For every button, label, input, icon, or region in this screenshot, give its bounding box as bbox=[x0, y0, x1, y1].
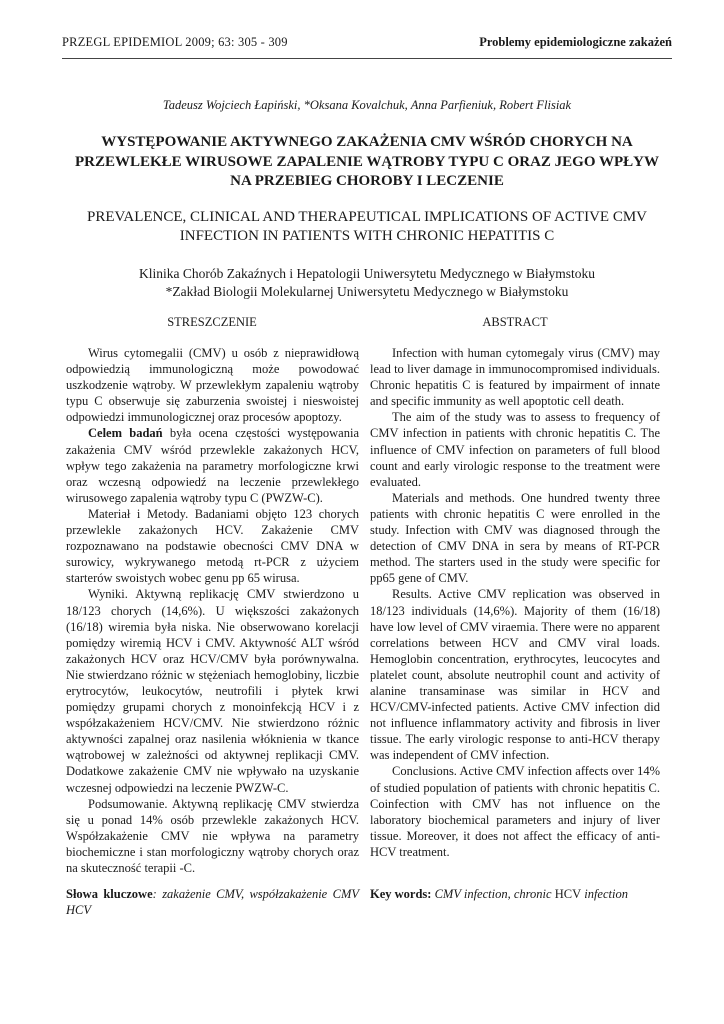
author-list: Tadeusz Wojciech Łapiński, *Oksana Kovalchuk, Anna Parfieniuk, Robert Flisiak bbox=[162, 98, 572, 112]
header-divider bbox=[62, 58, 672, 59]
pl-intro: Wirus cytomegalii (CMV) u osób z nieprawidłową odpowiedzią immunologiczną może powodować uszkodzenie wątroby. W przewlekłym zapaleniu wątroby typu C obserwuje się zaburzenia swoistej i nieswoistej odpowiedzi immunologicznej oraz procesów apoptozy. bbox=[66, 346, 359, 425]
en-keywords-a: CMV infection, chronic bbox=[431, 887, 555, 901]
section-title: Problemy epidemiologiczne zakażeń bbox=[479, 35, 672, 49]
en-results: Results. Active CMV replication was observed in 18/123 individuals (14,6%). Majority of them (16/18) have low level of CMV viraemia. There were no apparent correlations between HCV and CMV viral loads. Hemoglobin concentration, erythrocytes, leucocytes and platelet count, absolute neutrophil count and activity of alanine transaminase was similar in HCV and HCV/CMV-infected patients. Active CMV infection did not influence inflammatory activity and fibrosis in liver tissue. The early virologic response to anti-HCV therapy was independent of CMV infection. bbox=[370, 587, 660, 763]
streszczenie-heading: STRESZCZENIE bbox=[167, 315, 257, 329]
en-aim: The aim of the study was to assess to frequency of CMV infection in patients with chronic hepatitis C. The influence of CMV infection on parameters of full blood count and early virologic response to the treatment were evaluated. bbox=[370, 410, 660, 489]
title-english: PREVALENCE, CLINICAL AND THERAPEUTICAL IMPLICATIONS OF ACTIVE CMV INFECTION IN PATIENTS WITH CHRONIC HEPATITIS C bbox=[86, 209, 648, 244]
journal-citation: PRZEGL EPIDEMIOL 2009; 63: 305 - 309 bbox=[62, 35, 288, 49]
pl-keywords-label: Słowa kluczowe bbox=[66, 887, 153, 901]
affiliation-2: *Zakład Biologii Molekularnej Uniwersytetu Medycznego w Białymstoku bbox=[165, 284, 569, 299]
streszczenie-body bbox=[66, 345, 359, 876]
abstract-heading: ABSTRACT bbox=[482, 315, 548, 329]
en-methods: Materials and methods. One hundred twenty three patients with chronic hepatitis C were enrolled in the study. Infection with CMV was diagnosed through the detection of CMV DNA in sera by means of RT-PCR method. The starters used in the study were specific for pp65 gene of CMV. bbox=[370, 490, 660, 586]
pl-aim bbox=[66, 425, 359, 505]
pl-methods: Materiał i Metody. Badaniami objęto 123 chorych przewlekle zakażonych HCV. Zakażenie CMV rozpoznawano na podstawie obecności CMV DNA w surowicy, wykrywanego metodą rt-PCR z użyciem starterów swoistych wobec genu pp 65 wirusa. bbox=[66, 506, 359, 586]
keywords-polish bbox=[66, 886, 359, 918]
en-keywords-b: HCV bbox=[554, 887, 582, 901]
abstract-body bbox=[370, 345, 660, 860]
en-intro: Infection with human cytomegaly virus (CMV) may lead to liver damage in immunocompromised individuals. Chronic hepatitis C is featured by impairment of innate and specific immunity as well apoptotic cell death. bbox=[370, 346, 660, 409]
title-polish: WYSTĘPOWANIE AKTYWNEGO ZAKAŻENIA CMV WŚRÓD CHORYCH NA PRZEWLEKŁE WIRUSOWE ZAPALENIE WĄTROBY TYPU C ORAZ JEGO WPŁYW NA PRZEBIEG CHOROBY I LECZENIE bbox=[75, 134, 659, 189]
pl-aim-text: była ocena częstości występowania zakażenia CMV wśród przewlekle zakażonych HCV, wpływ tego zakażenia na parametry morfologiczne krwi oraz wczesną odpowiedź na leczenie przewlekłego wirusowego zapalenia wątroby typu C (PWZW-C). bbox=[66, 426, 359, 505]
pl-results: Wyniki. Aktywną replikację CMV stwierdzono u 18/123 chorych (14,6%). U większości zakażonych (16/18) wiremia była niska. Nie obserwowano korelacji pomiędzy wiremią HCV i CMV. Aktywność ALT wśród zakażonych HCV oraz HCV/CMV była porównywalna. Nie stwierdzano różnic w stężeniach hemoglobiny, liczbie erytrocytów, leukocytów, neutrofili i płytek krwi pomiędzy grupami chorych z monoinfekcją HCV i z współzakażeniem HCV/CMV. Nie stwierdzono różnic aktywności zapalnej oraz nasilenia włóknienia w tkance wątrobowej w zależności od aktywnej replikacji CMV. Dodatkowe zakażenie CMV nie wpływało na uzyskanie wczesnej odpowiedzi na leczenie PWZW-C. bbox=[66, 587, 359, 795]
en-keywords-c: infection bbox=[581, 887, 628, 901]
pl-summary: Podsumowanie. Aktywną replikację CMV stwierdza się u ponad 14% osób przewlekle zakażonych HCV. Współzakażenie CMV nie wpływa na parametry biochemiczne i stan morfologiczny wątroby chorych oraz na skuteczność terapii -C. bbox=[66, 796, 359, 875]
running-header bbox=[62, 35, 672, 55]
keywords-english bbox=[370, 886, 660, 902]
en-conclusions: Conclusions. Active CMV infection affects over 14% of studied population of patients with chronic hepatitis C. Coinfection with CMV has not influence on the laboratory biochemical parameters and injury of liver tissue. Moreover, it does not affect the efficacy of anti-HCV treatment. bbox=[370, 764, 660, 859]
en-keywords-label: Key words: bbox=[370, 887, 432, 901]
pl-keywords-text: : zakażenie CMV, współzakażenie CMV HCV bbox=[66, 887, 359, 917]
affiliations bbox=[62, 265, 672, 301]
affiliation-1: Klinika Chorób Zakaźnych i Hepatologii Uniwersytetu Medycznego w Białymstoku bbox=[139, 266, 595, 281]
pl-aim-label: Celem badań bbox=[88, 426, 163, 441]
